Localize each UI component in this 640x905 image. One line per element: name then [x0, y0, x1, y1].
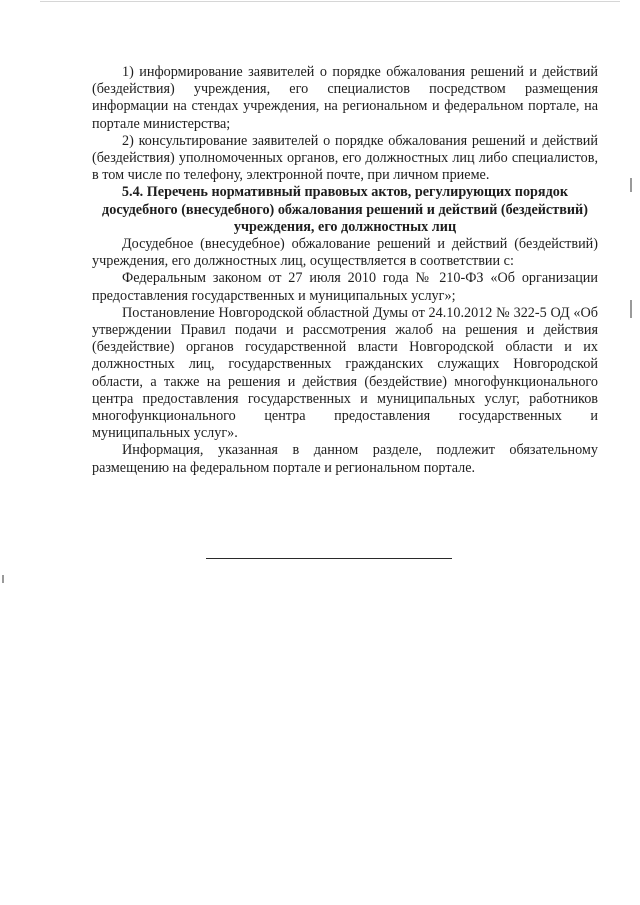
- section-heading: 5.4. Перечень нормативный правовых актов, регулирующих порядок досудебного (внесудебного) обжалования решений и действий (бездействий) учреждения, его должностных лиц: [102, 184, 588, 235]
- list-item-informing: 1) информирование заявителей о порядке обжалования решений и действий (бездействия) учреждения, его специалистов посредством размещения информации на стендах учреждения, на региональном и федеральном портале, на портале министерства;: [92, 64, 598, 132]
- scan-margin-mark: [630, 300, 632, 318]
- end-rule: [206, 558, 452, 559]
- paragraph-appeal: Досудебное (внесудебное) обжалование решений и действий (бездействий) учреждения, его должностных лиц, осуществляется в соответствии с:: [92, 236, 598, 270]
- scan-edge-artifact: [40, 1, 620, 2]
- list-item-consulting: 2) консультирование заявителей о порядке обжалования решений и действий (бездействия) уполномоченных органов, его должностных лиц либо специалистов, в том числе по телефону, электронной почте, при личном приеме.: [92, 132, 598, 184]
- scan-margin-mark: [2, 575, 4, 583]
- paragraph-information: Информация, указанная в данном разделе, подлежит обязательному размещению на федеральном портале и региональном портале.: [92, 442, 598, 476]
- paragraph-federal-law: Федеральным законом от 27 июля 2010 года № 210-ФЗ «Об организации предоставления государственных и муниципальных услуг»;: [92, 270, 598, 304]
- scan-margin-mark: [630, 178, 632, 192]
- paragraph-resolution: Постановление Новгородской областной Думы от 24.10.2012 № 322-5 ОД «Об утверждении Правил подачи и рассмотрения жалоб на решения и действия (бездействие) органов государственной власти Новгородской области и их должностных лиц, государственных гражданских служащих Новгородской области, а также на решения и действия (бездействие) многофункционального центра предоставления государственных и муниципальных услуг, работников многофункционального центра предоставления государственных и муниципальных услуг».: [92, 304, 598, 442]
- document-body: [92, 64, 598, 477]
